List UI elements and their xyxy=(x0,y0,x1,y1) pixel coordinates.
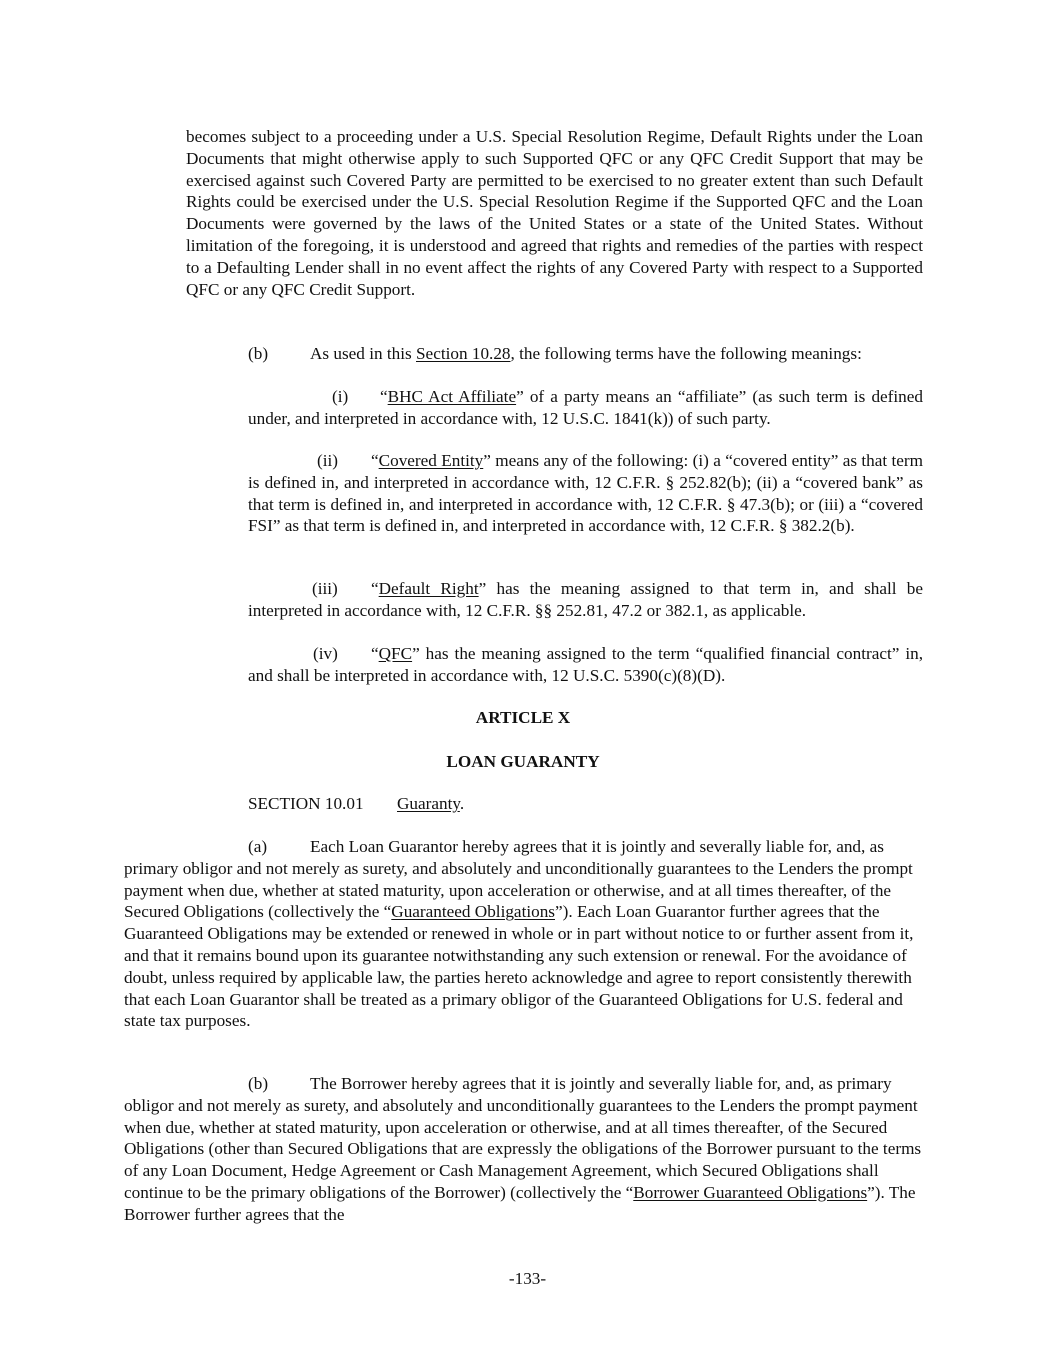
page-number: -133- xyxy=(508,1269,547,1288)
section-title-suffix: . xyxy=(459,794,465,813)
definition-covered-entity xyxy=(248,450,923,537)
defined-term-qfc: QFC xyxy=(378,644,413,663)
guaranty-paragraph-a xyxy=(124,836,924,1032)
clause-label-a: (a) xyxy=(248,837,268,856)
definition-qfc xyxy=(248,643,923,687)
definitions-lead-in xyxy=(248,343,928,365)
definition-label-iii: (iii) xyxy=(312,579,338,598)
clause-b-post: , the following terms have the following meanings: xyxy=(510,344,862,363)
definition-label-i: (i) xyxy=(332,387,349,406)
quote-open: “ xyxy=(371,451,379,470)
quote-open: “ xyxy=(371,644,379,663)
section-number: SECTION 10.01 xyxy=(248,794,364,813)
guaranty-b-text-1: The Borrower hereby agrees that it is jointly and severally liable for, and, as primary obligor and not merely as surety, and absolutely and unconditionally guarantees to the Lenders the prompt payment when due, whether at stated maturity, upon acceleration or otherwise, and at all times thereafter, of the Secured Obligations (other than Secured Obligations that are expressly the obligations of the Borrower pursuant to the terms of any Loan Document, Hedge Agreement or Cash Management Agreement, which Secured Obligations shall continue to be the primary obligations of the Borrower) (collectively the “ xyxy=(124,1074,922,1202)
definition-text-iii: ” has the meaning assigned to that term in, and shall be interpreted in accordance with, 12 C.F.R. §§ 252.81, 47.2 or 382.1, as applicable. xyxy=(248,579,923,620)
guaranty-paragraph-b xyxy=(124,1073,924,1226)
clause-label-b: (b) xyxy=(248,344,269,363)
definition-bhc-act-affiliate xyxy=(248,386,923,430)
defined-term-covered-entity: Covered Entity xyxy=(378,451,484,470)
guaranty-a-text-2: ”). Each Loan Guarantor further agrees that the Guaranteed Obligations may be extended or renewed in whole or in part without notice to or further assent from it, and that it remains bound upon its guarantee notwithstanding any such extension or renewal. For the avoidance of doubt, unless required by applicable law, the parties hereto acknowledge and agree to report consistently therewith that each Loan Guarantor shall be treated as a primary obligor of the Guaranteed Obligations for U.S. federal and state tax purposes. xyxy=(124,902,914,1031)
definition-label-iv: (iv) xyxy=(313,644,338,663)
clause-label-b-guaranty: (b) xyxy=(248,1074,269,1093)
clause-b-pre: As used in this xyxy=(310,344,416,363)
guaranty-b-text-2: ”). The Borrower further agrees that the xyxy=(124,1182,916,1224)
definition-text-i: ” of a party means an “affiliate” (as such term is defined under, and interpreted in accordance with, 12 U.S.C. 1841(k)) of such party. xyxy=(248,387,923,428)
section-reference-link[interactable]: Section 10.28 xyxy=(416,344,511,363)
quote-open: “ xyxy=(380,387,388,406)
intro-paragraph: becomes subject to a proceeding under a U.S. Special Resolution Regime, Default Rights under the Loan Documents that might otherwise apply to such Supported QFC or any QFC Credit Support that may be exercised against such Covered Party are permitted to be exercised to no greater extent than such Default Rights could be exercised under the U.S. Special Resolution Regime if the Supported QFC and the Loan Documents were governed by the laws of the United States or a state of the United States. Without limitation of the foregoing, it is understood and agreed that rights and remedies of the parties with respect to a Defaulting Lender shall in no event affect the rights of any Covered Party with respect to a Supported QFC or any QFC Credit Support. xyxy=(186,127,923,299)
quote-open: “ xyxy=(371,579,379,598)
article-number: ARTICLE X xyxy=(475,708,571,727)
definition-text-ii: ” means any of the following: (i) a “covered entity” as that term is defined in, and interpreted in accordance with, 12 C.F.R. § 252.82(b); (ii) a “covered bank” as that term is defined in, and interpreted in accordance with, 12 C.F.R. § 47.3(b); or (iii) a “covered FSI” as that term is defined in, and interpreted in accordance with, 12 C.F.R. § 382.2(b). xyxy=(248,451,923,536)
defined-term-guaranteed-obligations: Guaranteed Obligations xyxy=(391,902,555,922)
definition-default-right xyxy=(248,578,923,622)
section-heading xyxy=(248,793,464,815)
section-title: Guaranty xyxy=(397,794,460,813)
article-title: LOAN GUARANTY xyxy=(446,752,600,771)
defined-term-bhc-act-affiliate: BHC Act Affiliate xyxy=(387,387,517,406)
guaranty-a-text-1: Each Loan Guarantor hereby agrees that it is jointly and severally liable for, and, as primary obligor and not merely as surety, and absolutely and unconditionally guarantees to the Lenders the prompt payment when due, whether at stated maturity, upon acceleration or otherwise, and at all times thereafter, of the Secured Obligations (collectively the “ xyxy=(124,837,913,922)
defined-term-default-right: Default Right xyxy=(378,579,479,598)
definition-label-ii: (ii) xyxy=(317,451,338,470)
definition-text-iv: ” has the meaning assigned to the term “qualified financial contract” in, and shall be interpreted in accordance with, 12 U.S.C. 5390(c)(8)(D). xyxy=(248,644,923,685)
defined-term-borrower-guaranteed-obligations: Borrower Guaranteed Obligations xyxy=(633,1182,868,1202)
